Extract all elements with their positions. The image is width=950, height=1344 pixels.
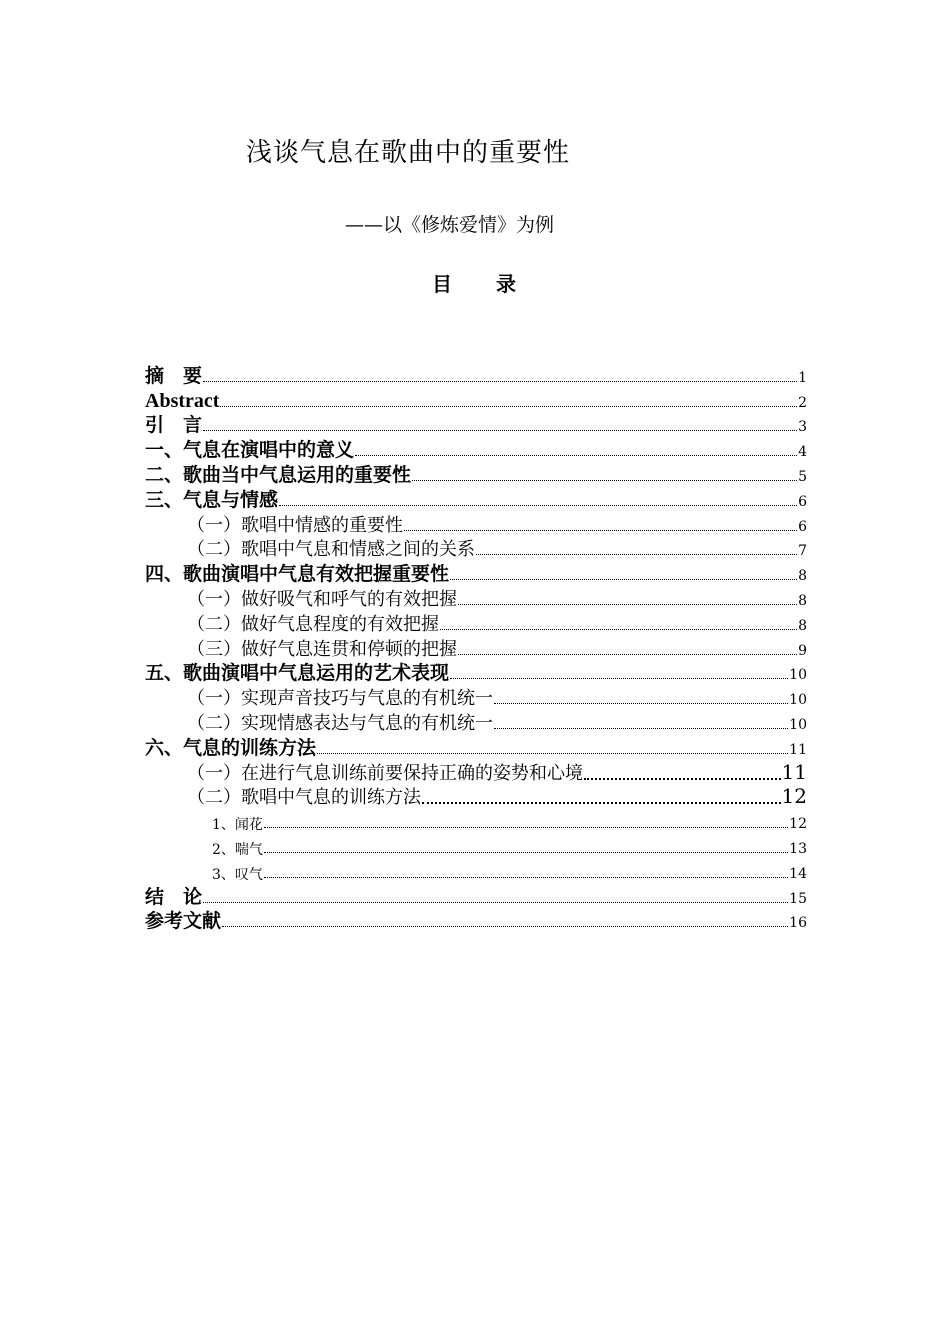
toc-leader-dots (440, 629, 797, 630)
toc-entry-page: 12 (789, 816, 807, 833)
toc-entry-label: （一）歌唱中情感的重要性 (187, 514, 403, 536)
toc-leader-dots (264, 827, 788, 828)
toc-entry[interactable] (145, 784, 807, 809)
document-title: 浅谈气息在歌曲中的重要性 (246, 138, 571, 168)
toc-entry-page: 10 (789, 667, 807, 684)
toc-entry-page: 10 (789, 692, 807, 709)
toc-leader-dots (203, 381, 797, 382)
toc-entry[interactable] (145, 734, 807, 759)
document-subtitle: ——以《修炼爱情》为例 (345, 214, 555, 236)
toc-entry-label: 三、气息与情感 (145, 488, 279, 511)
toc-entry[interactable] (145, 660, 807, 685)
toc-entry-label: 六、气息的训练方法 (145, 736, 317, 759)
toc-entry-label: （二）歌唱中气息和情感之间的关系 (187, 539, 475, 561)
toc-entry[interactable] (145, 436, 807, 461)
toc-entry[interactable] (145, 412, 807, 437)
toc-entry[interactable] (145, 684, 807, 709)
toc-leader-dots (220, 406, 797, 407)
toc-entry-page: 11 (781, 759, 807, 784)
toc-entry[interactable] (145, 635, 807, 660)
toc-entry[interactable] (145, 833, 807, 858)
toc-leader-dots (203, 902, 788, 903)
toc-entry[interactable] (145, 883, 807, 908)
toc-entry[interactable] (145, 461, 807, 486)
toc-leader-dots (264, 852, 788, 853)
toc-leader-dots (458, 654, 797, 655)
toc-entry-page: 8 (798, 592, 807, 609)
toc-entry-page: 12 (781, 784, 807, 809)
toc-entry[interactable] (145, 908, 807, 933)
toc-entry-page: 2 (798, 394, 807, 411)
toc-entry-page: 15 (789, 890, 807, 907)
toc-entry-page: 16 (789, 915, 807, 932)
toc-leader-dots (584, 778, 781, 780)
toc-leader-dots (450, 678, 788, 679)
toc-entry[interactable] (145, 536, 807, 561)
toc-entry-label: 引 言 (145, 414, 203, 437)
toc-entry[interactable] (145, 486, 807, 511)
toc-leader-dots (422, 802, 781, 804)
toc-entry[interactable] (145, 560, 807, 585)
toc-entry-label: （二）做好气息程度的有效把握 (187, 613, 439, 635)
toc-leader-dots (279, 505, 797, 506)
toc-leader-dots (203, 430, 797, 431)
toc-entry-label: （二）歌唱中气息的训练方法 (187, 787, 421, 809)
toc-entry-label: （二）实现情感表达与气息的有机统一 (187, 712, 493, 734)
toc-entry[interactable] (145, 709, 807, 734)
toc-leader-dots (222, 926, 788, 927)
toc-entry-page: 8 (798, 568, 807, 585)
toc-entry-label: 2、喘气 (212, 841, 263, 858)
toc-entry[interactable] (145, 511, 807, 536)
toc-entry-page: 6 (798, 493, 807, 510)
toc-entry-page: 10 (789, 716, 807, 733)
toc-entry-page: 13 (789, 840, 807, 857)
toc-entry-label: 3、叹气 (212, 866, 263, 883)
toc-entry-page: 9 (798, 642, 807, 659)
toc-entry-label: 摘 要 (145, 364, 203, 387)
toc-heading-char-2: 录 (496, 272, 516, 296)
toc-entry[interactable] (145, 362, 807, 387)
toc-entry-label: 四、歌曲演唱中气息有效把握重要性 (145, 563, 450, 586)
toc-entry-label: 一、气息在演唱中的意义 (145, 439, 355, 462)
toc-entry-page: 8 (798, 617, 807, 634)
toc-entry-label: 结 论 (145, 885, 203, 908)
toc-leader-dots (494, 728, 788, 729)
toc-leader-dots (450, 579, 797, 580)
toc-leader-dots (458, 604, 797, 605)
toc-entry-page: 3 (798, 419, 807, 436)
toc-entry-label: （三）做好气息连贯和停顿的把握 (187, 638, 457, 660)
toc-leader-dots (494, 703, 788, 704)
toc-entry[interactable] (145, 808, 807, 833)
toc-entry-page: 5 (798, 468, 807, 485)
toc-heading-char-1: 目 (432, 272, 452, 296)
toc-leader-dots (264, 877, 788, 878)
toc-leader-dots (412, 480, 797, 481)
toc-leader-dots (355, 455, 797, 456)
toc-entry-page: 4 (798, 444, 807, 461)
toc-entry-page: 11 (789, 741, 807, 758)
toc-entry-page: 14 (789, 865, 807, 882)
toc-entry-page: 1 (798, 369, 807, 386)
toc-entry-label: 参考文献 (145, 910, 222, 933)
toc-leader-dots (404, 530, 797, 531)
toc-entry-label: （一）做好吸气和呼气的有效把握 (187, 588, 457, 610)
toc-entry[interactable] (145, 585, 807, 610)
toc-entry[interactable] (145, 387, 807, 412)
toc-entry-label: （一）在进行气息训练前要保持正确的姿势和心境 (187, 762, 583, 784)
toc-entry-label: 五、歌曲演唱中气息运用的艺术表现 (145, 662, 450, 685)
toc-entry-label: 二、歌曲当中气息运用的重要性 (145, 463, 412, 486)
table-of-contents (145, 362, 807, 932)
toc-leader-dots (476, 554, 797, 555)
toc-entry-label: （一）实现声音技巧与气息的有机统一 (187, 688, 493, 710)
toc-entry[interactable] (145, 858, 807, 883)
toc-entry[interactable] (145, 759, 807, 784)
toc-entry-page: 6 (798, 518, 807, 535)
toc-entry[interactable] (145, 610, 807, 635)
toc-leader-dots (317, 753, 788, 754)
toc-entry-label: 1、闻花 (212, 817, 263, 834)
toc-entry-page: 7 (798, 543, 807, 560)
toc-heading (432, 268, 516, 297)
toc-entry-label: Abstract (145, 389, 220, 412)
